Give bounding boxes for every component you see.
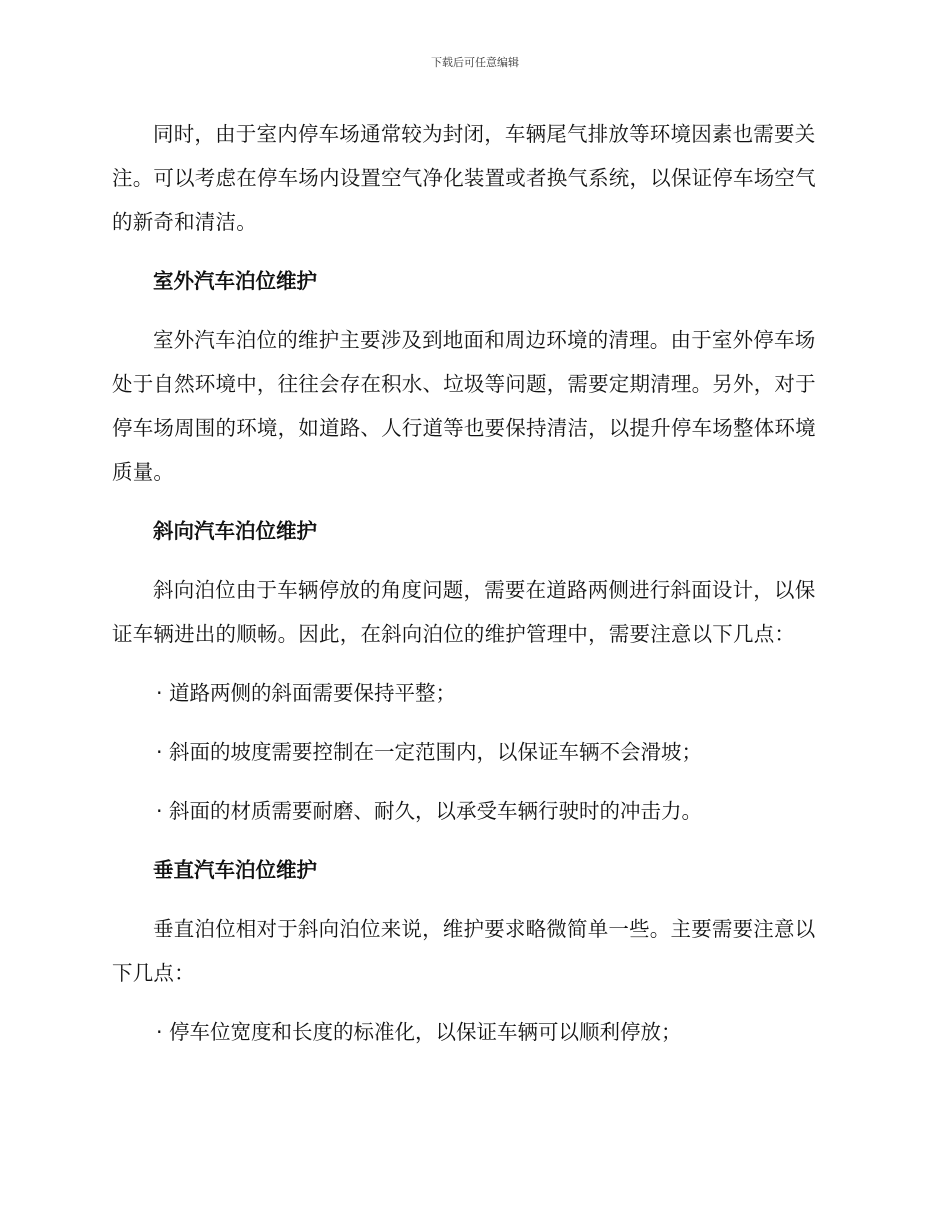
spacer [112, 715, 832, 730]
list-item: · 斜面的材质需要耐磨、耐久，以承受车辆行驶时的冲击力。 [156, 799, 703, 823]
document-body [112, 112, 832, 1054]
list-item: · 道路两侧的斜面需要保持平整； [156, 681, 457, 705]
spacer [112, 656, 832, 671]
spacer [112, 553, 832, 568]
spacer [112, 833, 832, 848]
paragraph-vertical-parking: 垂直泊位相对于斜向泊位来说，维护要求略微简单一些。主要需要注意以下几点： [112, 917, 816, 985]
spacer [112, 244, 832, 259]
heading-outdoor-parking: 室外汽车泊位维护 [153, 269, 317, 293]
list-item: · 停车位宽度和长度的标准化，以保证车辆可以顺利停放； [156, 1020, 682, 1044]
spacer [112, 774, 832, 789]
list-item: · 斜面的坡度需要控制在一定范围内，以保证车辆不会滑坡； [156, 740, 703, 764]
paragraph-outdoor-parking: 室外汽车泊位的维护主要涉及到地面和周边环境的清理。由于室外停车场处于自然环境中，往往会存在积水、垃圾等问题，需要定期清理。另外，对于停车场周围的环境，如道路、人行道等也要保持清洁，以提升停车场整体环境质量。 [112, 328, 816, 484]
page-header: 下载后可任意编辑 [431, 56, 519, 69]
paragraph-angled-parking: 斜向泊位由于车辆停放的角度问题，需要在道路两侧进行斜面设计，以保证车辆进出的顺畅。因此，在斜向泊位的维护管理中，需要注意以下几点： [112, 578, 816, 646]
heading-angled-parking: 斜向汽车泊位维护 [153, 519, 317, 543]
heading-vertical-parking: 垂直汽车泊位维护 [153, 858, 317, 882]
spacer [112, 303, 832, 318]
paragraph-indoor-air: 同时，由于室内停车场通常较为封闭，车辆尾气排放等环境因素也需要关注。可以考虑在停车场内设置空气净化装置或者换气系统，以保证停车场空气的新奇和清洁。 [112, 122, 816, 234]
spacer [112, 494, 832, 509]
spacer [112, 892, 832, 907]
spacer [112, 995, 832, 1010]
